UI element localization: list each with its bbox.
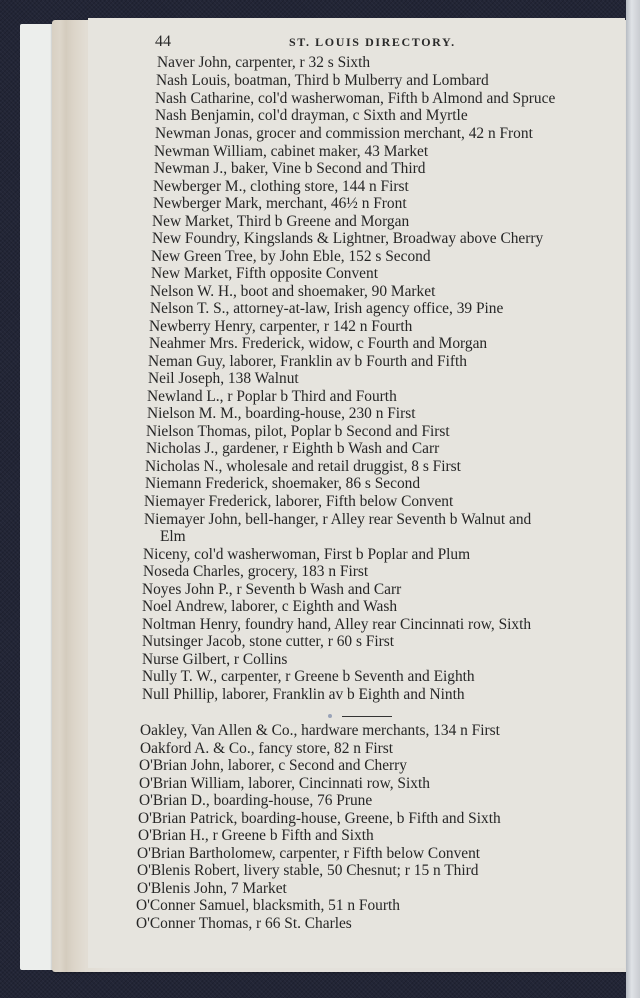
directory-entry: O'Brian D., boarding-house, 76 Prune [139,792,373,809]
directory-entry: O'Brian Bartholomew, carpenter, r Fifth below Convent [137,845,481,862]
directory-entry: Null Phillip, laborer, Franklin av b Eighth and Ninth [142,686,465,703]
directory-entry: Nash Benjamin, col'd drayman, c Sixth and Myrtle [155,107,468,124]
directory-entry: Noseda Charles, grocery, 183 n First [143,563,369,580]
directory-entry: O'Blenis John, 7 Market [137,880,287,897]
directory-entry: Newberger Mark, merchant, 46½ n Front [153,195,407,212]
directory-entry: O'Blenis Robert, livery stable, 50 Chesnut; r 15 n Third [137,862,479,879]
section-divider [342,716,392,717]
directory-entry: O'Conner Samuel, blacksmith, 51 n Fourth [136,897,400,914]
directory-entry: Nash Louis, boatman, Third b Mulberry and Lombard [156,72,489,89]
directory-entry: Newman William, cabinet maker, 43 Market [154,143,429,160]
directory-entry: Nurse Gilbert, r Collins [142,651,288,668]
directory-entry: Oakley, Van Allen & Co., hardware merchants, 134 n First [140,722,500,739]
directory-entry: Newman Jonas, grocer and commission merchant, 42 n Front [155,125,533,142]
directory-entry: New Market, Fifth opposite Convent [151,265,378,282]
directory-entry: Nicholas J., gardener, r Eighth b Wash and Carr [146,440,440,457]
directory-entry: Nully T. W., carpenter, r Greene b Seventh and Eighth [142,668,475,685]
directory-entry: O'Brian William, laborer, Cincinnati row, Sixth [139,775,430,792]
directory-entry: O'Brian Patrick, boarding-house, Greene, b Fifth and Sixth [138,810,501,827]
directory-entry: Noel Andrew, laborer, c Eighth and Wash [142,598,398,615]
directory-entry: O'Conner Thomas, r 66 St. Charles [136,915,352,932]
directory-entry: Nelson W. H., boot and shoemaker, 90 Market [150,283,436,300]
directory-entry: New Foundry, Kingslands & Lightner, Broadway above Cherry [152,230,544,247]
directory-entry: Nielson Thomas, pilot, Poplar b Second and First [146,423,450,440]
directory-entry: Niemayer John, bell-hanger, r Alley rear Seventh b Walnut and [144,511,532,528]
directory-entry: Oakford A. & Co., fancy store, 82 n First [140,740,394,757]
page-number: 44 [155,33,171,50]
directory-entry: Neahmer Mrs. Frederick, widow, c Fourth and Morgan [149,335,488,352]
directory-entry: Neman Guy, laborer, Franklin av b Fourth and Fifth [148,353,467,370]
directory-entry: Niemayer Frederick, laborer, Fifth below Convent [144,493,454,510]
directory-entry: New Market, Third b Greene and Morgan [152,213,410,230]
directory-entry: Newberry Henry, carpenter, r 142 n Fourth [149,318,413,335]
divider-dot [328,714,332,718]
directory-entry: New Green Tree, by John Eble, 152 s Second [151,248,431,265]
directory-entry: Noltman Henry, foundry hand, Alley rear Cincinnati row, Sixth [142,616,532,633]
directory-entry: Noyes John P., r Seventh b Wash and Carr [142,581,402,598]
directory-entry: Nicholas N., wholesale and retail druggist, 8 s First [145,458,461,475]
directory-entry: Niemann Frederick, shoemaker, 86 s Second [145,475,421,492]
directory-entry: Newland L., r Poplar b Third and Fourth [147,388,397,405]
directory-entry: Naver John, carpenter, r 32 s Sixth [157,54,371,71]
directory-entry: Nielson M. M., boarding-house, 230 n First [147,405,416,422]
directory-entry: O'Brian H., r Greene b Fifth and Sixth [138,827,374,844]
directory-entry: Nutsinger Jacob, stone cutter, r 60 s First [142,633,395,650]
directory-entry: Nelson T. S., attorney-at-law, Irish agency office, 39 Pine [150,300,504,317]
directory-entry: Nash Catharine, col'd washerwoman, Fifth b Almond and Spruce [155,90,556,107]
directory-entry: Niceny, col'd washerwoman, First b Poplar and Plum [143,546,471,563]
directory-entry: Newman J., baker, Vine b Second and Third [154,160,426,177]
directory-entry: O'Brian John, laborer, c Second and Cherry [139,757,407,774]
directory-entry: Neil Joseph, 138 Walnut [148,370,299,387]
directory-entry: Newberger M., clothing store, 144 n First [153,178,409,195]
running-title: ST. LOUIS DIRECTORY. [289,35,456,49]
directory-entry-continuation: Elm [160,528,186,545]
